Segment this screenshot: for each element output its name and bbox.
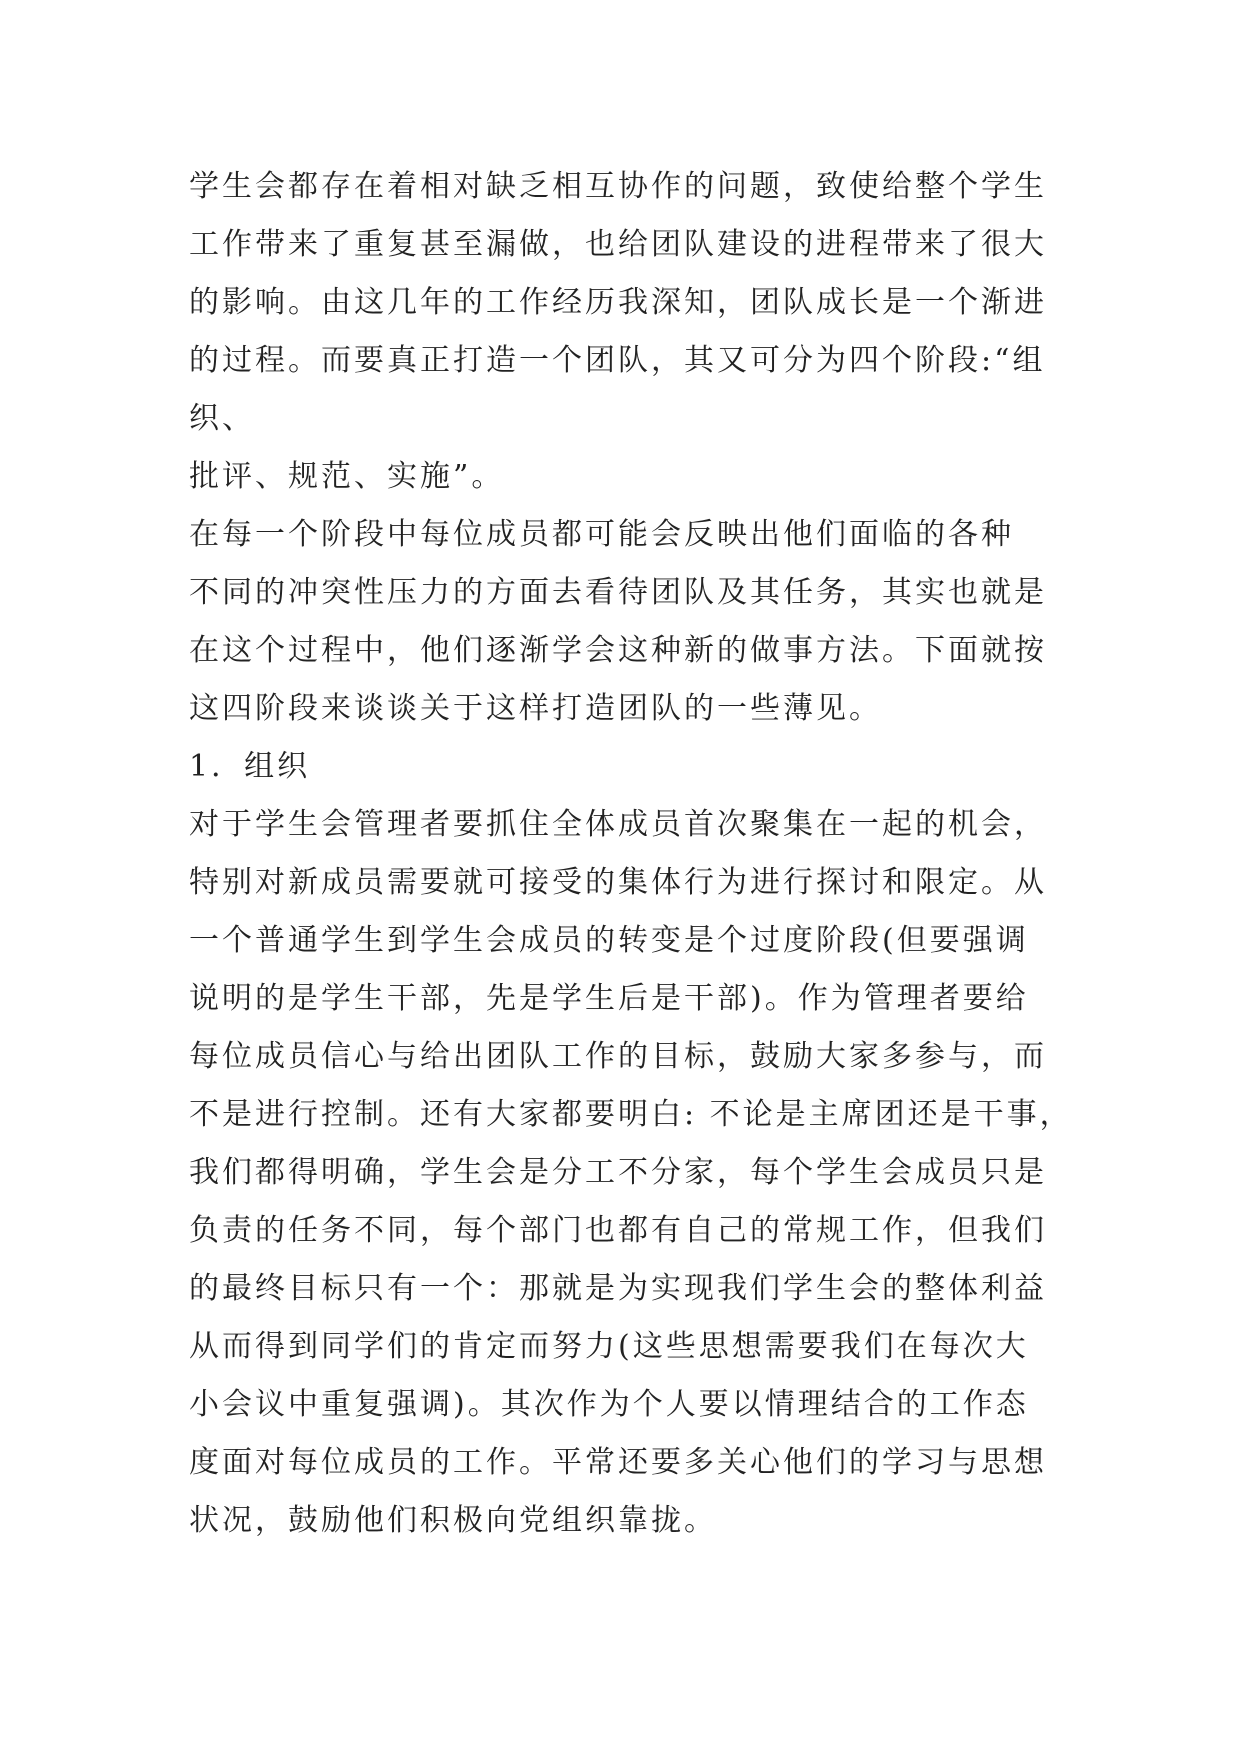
text-line: 的最终目标只有一个：那就是为实现我们学生会的整体利益 [189,1271,1047,1306]
text-line: 在每一个阶段中每位成员都可能会反映出他们面临的各种 [189,517,1014,552]
text-line: 的影响。由这几年的工作经历我深知，团队成长是一个渐进 [189,285,1047,320]
text-line: 不是进行控制。还有大家都要明白: 不论是主席团还是干事， [189,1097,1073,1132]
text-line: 状况，鼓励他们积极向党组织靠拢。 [189,1503,717,1538]
text-line: 一个普通学生到学生会成员的转变是个过度阶段(但要强调 [189,923,1029,958]
text-line: 不同的冲突性压力的方面去看待团队及其任务，其实也就是 [189,575,1047,610]
text-line: 每位成员信心与给出团队工作的目标，鼓励大家多参与，而 [189,1039,1047,1074]
text-line: 说明的是学生干部，先是学生后是干部)。作为管理者要给 [189,981,1029,1016]
text-line: 学生会都存在着相对缺乏相互协作的问题，致使给整个学生 [189,169,1047,204]
section-heading: 1．组织 [189,749,311,784]
text-line: 对于学生会管理者要抓住全体成员首次聚集在一起的机会， [189,807,1047,842]
body-text [189,158,1073,1550]
text-line: 工作带来了重复甚至漏做，也给团队建设的进程带来了很大 [189,227,1047,262]
text-line: 我们都得明确，学生会是分工不分家，每个学生会成员只是 [189,1155,1047,1190]
text-line: 的过程。而要真正打造一个团队，其又可分为四个阶段:“组 [189,343,1046,378]
text-line: 从而得到同学们的肯定而努力(这些思想需要我们在每次大 [189,1329,1029,1364]
text-line: 在这个过程中，他们逐渐学会这种新的做事方法。下面就按 [189,633,1047,668]
text-line: 批评、规范、实施”。 [189,459,505,494]
text-line: 负责的任务不同，每个部门也都有自己的常规工作，但我们 [189,1213,1047,1248]
text-line: 度面对每位成员的工作。平常还要多关心他们的学习与思想 [189,1445,1047,1480]
text-line: 织、 [189,401,255,436]
text-line: 这四阶段来谈谈关于这样打造团队的一些薄见。 [189,691,882,726]
text-line: 小会议中重复强调)。其次作为个人要以情理结合的工作态 [189,1387,1029,1422]
text-line: 特别对新成员需要就可接受的集体行为进行探讨和限定。从 [189,865,1047,900]
